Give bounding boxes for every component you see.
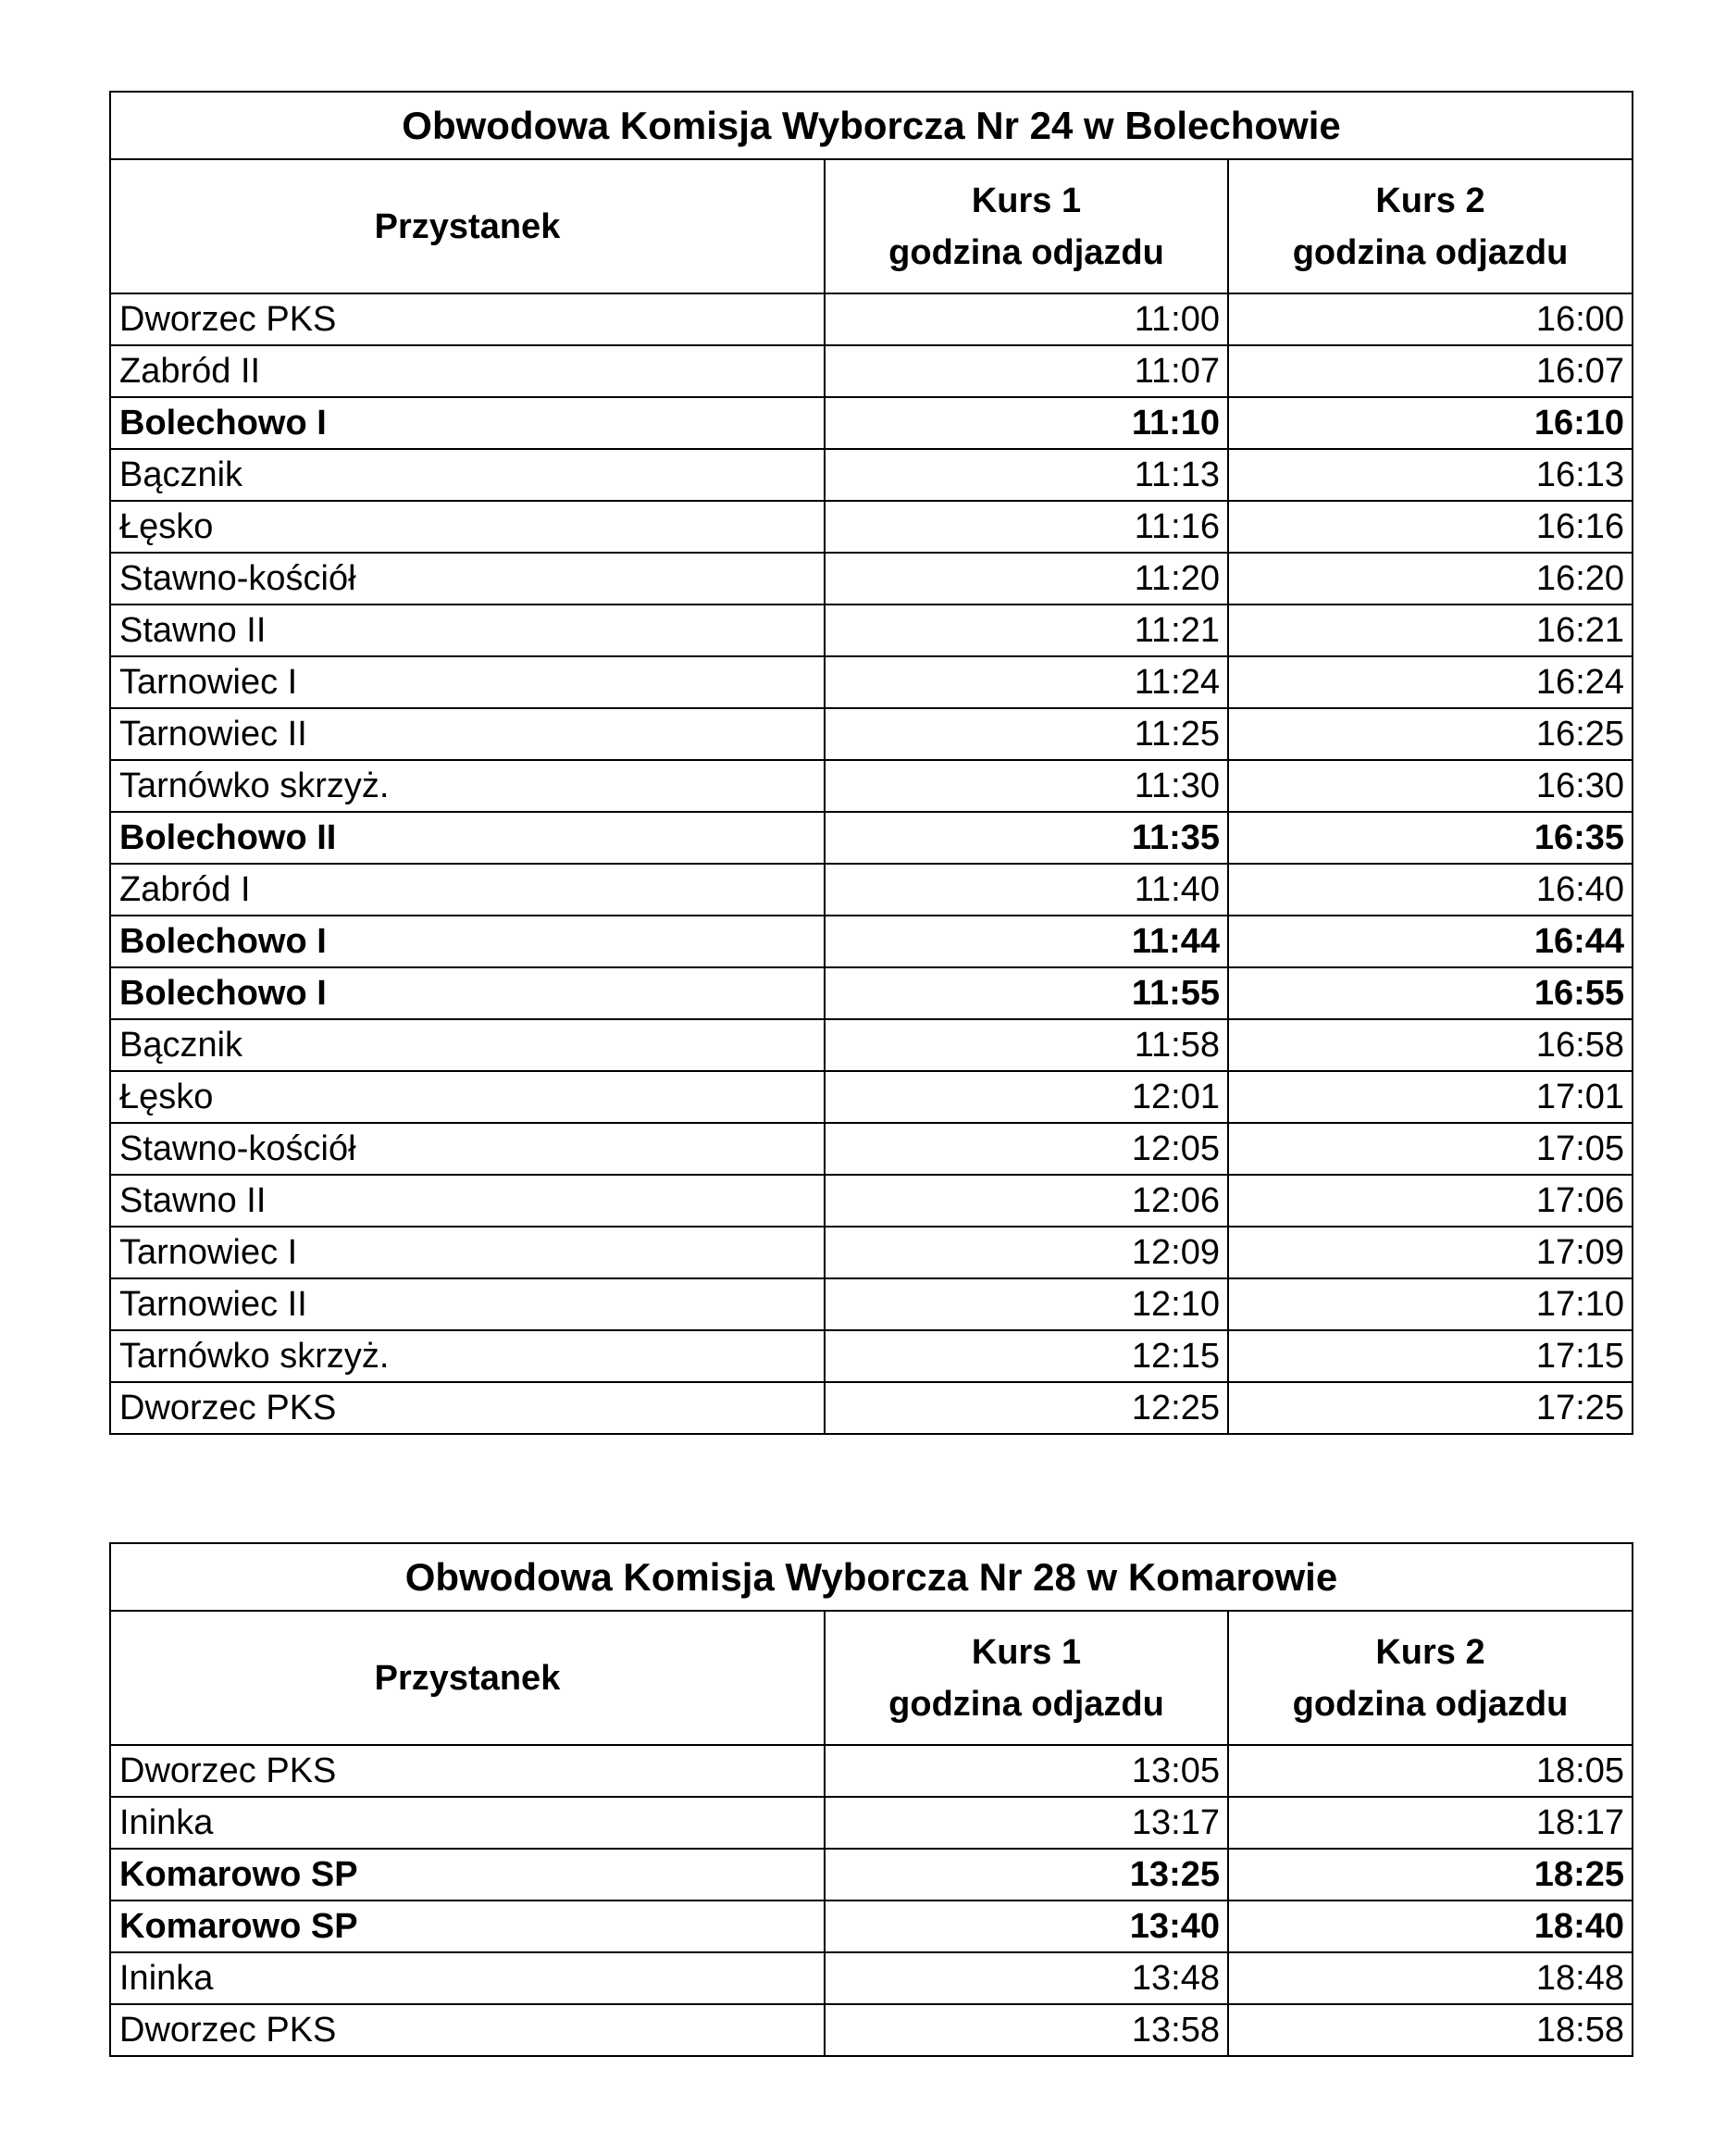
kurs-2-time-cell: 16:35 xyxy=(1228,812,1633,864)
table-row xyxy=(110,397,1633,449)
kurs-2-time-cell: 16:07 xyxy=(1228,345,1633,397)
column-header-kurs-1-name: Kurs 1 xyxy=(971,1632,1082,1672)
kurs-2-time-cell: 16:55 xyxy=(1228,967,1633,1019)
stop-cell: Stawno II xyxy=(110,604,825,656)
kurs-2-time-cell: 18:58 xyxy=(1228,2004,1633,2056)
stop-cell: Łęsko xyxy=(110,501,825,553)
kurs-2-time-cell: 16:21 xyxy=(1228,604,1633,656)
table-row xyxy=(110,449,1633,501)
column-header-kurs-1 xyxy=(825,159,1228,293)
column-header-kurs-2-sub: godzina odjazdu xyxy=(1292,1684,1569,1724)
stop-cell: Tarnowiec I xyxy=(110,1227,825,1278)
stop-cell: Stawno-kościół xyxy=(110,1123,825,1175)
stop-cell: Tarnowiec I xyxy=(110,656,825,708)
column-header-kurs-1 xyxy=(825,1611,1228,1745)
table-row xyxy=(110,553,1633,604)
kurs-1-time-cell: 12:01 xyxy=(825,1071,1228,1123)
table-row xyxy=(110,1952,1633,2004)
table-body xyxy=(110,1745,1633,2056)
table-title: Obwodowa Komisja Wyborcza Nr 28 w Komarowie xyxy=(110,1543,1633,1611)
kurs-2-time-cell: 16:40 xyxy=(1228,864,1633,916)
kurs-2-time-cell: 18:48 xyxy=(1228,1952,1633,2004)
stop-cell: Komarowo SP xyxy=(110,1849,825,1901)
kurs-1-time-cell: 12:25 xyxy=(825,1382,1228,1434)
table-row xyxy=(110,1797,1633,1849)
kurs-1-time-cell: 12:09 xyxy=(825,1227,1228,1278)
table-row xyxy=(110,1278,1633,1330)
schedule-table-bolechowo xyxy=(109,91,1633,1435)
kurs-2-time-cell: 16:20 xyxy=(1228,553,1633,604)
kurs-2-time-cell: 16:16 xyxy=(1228,501,1633,553)
stop-cell: Tarnowiec II xyxy=(110,1278,825,1330)
kurs-2-time-cell: 17:15 xyxy=(1228,1330,1633,1382)
kurs-1-time-cell: 11:13 xyxy=(825,449,1228,501)
table-row xyxy=(110,501,1633,553)
kurs-1-time-cell: 12:06 xyxy=(825,1175,1228,1227)
stop-cell: Bolechowo I xyxy=(110,916,825,967)
table-row xyxy=(110,656,1633,708)
stop-cell: Stawno II xyxy=(110,1175,825,1227)
stop-cell: Dworzec PKS xyxy=(110,1382,825,1434)
stop-cell: Bolechowo I xyxy=(110,967,825,1019)
table-row xyxy=(110,1071,1633,1123)
table-row xyxy=(110,1330,1633,1382)
kurs-2-time-cell: 16:13 xyxy=(1228,449,1633,501)
kurs-2-time-cell: 16:24 xyxy=(1228,656,1633,708)
kurs-1-time-cell: 13:17 xyxy=(825,1797,1228,1849)
stop-cell: Tarnowiec II xyxy=(110,708,825,760)
kurs-2-time-cell: 17:01 xyxy=(1228,1071,1633,1123)
kurs-2-time-cell: 17:05 xyxy=(1228,1123,1633,1175)
kurs-1-time-cell: 11:21 xyxy=(825,604,1228,656)
column-header-kurs-2-name: Kurs 2 xyxy=(1375,1632,1485,1672)
kurs-2-time-cell: 18:25 xyxy=(1228,1849,1633,1901)
kurs-1-time-cell: 12:15 xyxy=(825,1330,1228,1382)
kurs-2-time-cell: 17:06 xyxy=(1228,1175,1633,1227)
stop-cell: Dworzec PKS xyxy=(110,293,825,345)
kurs-2-time-cell: 18:40 xyxy=(1228,1901,1633,1952)
kurs-1-time-cell: 11:20 xyxy=(825,553,1228,604)
stop-cell: Tarnówko skrzyż. xyxy=(110,1330,825,1382)
stop-cell: Łęsko xyxy=(110,1071,825,1123)
table-row xyxy=(110,1019,1633,1071)
table-row xyxy=(110,708,1633,760)
stop-cell: Stawno-kościół xyxy=(110,553,825,604)
table-row xyxy=(110,812,1633,864)
kurs-1-time-cell: 11:25 xyxy=(825,708,1228,760)
stop-cell: Komarowo SP xyxy=(110,1901,825,1952)
kurs-1-time-cell: 12:05 xyxy=(825,1123,1228,1175)
table-row xyxy=(110,1849,1633,1901)
stop-cell: Dworzec PKS xyxy=(110,1745,825,1797)
column-header-kurs-2-name: Kurs 2 xyxy=(1375,181,1485,220)
kurs-1-time-cell: 11:58 xyxy=(825,1019,1228,1071)
table-row xyxy=(110,1123,1633,1175)
kurs-2-time-cell: 16:30 xyxy=(1228,760,1633,812)
column-header-stop: Przystanek xyxy=(110,1611,825,1745)
kurs-1-time-cell: 13:48 xyxy=(825,1952,1228,2004)
column-header-kurs-1-name: Kurs 1 xyxy=(971,181,1082,220)
stop-cell: Bącznik xyxy=(110,449,825,501)
kurs-2-time-cell: 17:09 xyxy=(1228,1227,1633,1278)
kurs-2-time-cell: 16:00 xyxy=(1228,293,1633,345)
kurs-2-time-cell: 17:25 xyxy=(1228,1382,1633,1434)
kurs-1-time-cell: 13:05 xyxy=(825,1745,1228,1797)
stop-cell: Dworzec PKS xyxy=(110,2004,825,2056)
kurs-2-time-cell: 16:25 xyxy=(1228,708,1633,760)
table-row xyxy=(110,1382,1633,1434)
kurs-1-time-cell: 11:55 xyxy=(825,967,1228,1019)
stop-cell: Zabród II xyxy=(110,345,825,397)
kurs-2-time-cell: 16:10 xyxy=(1228,397,1633,449)
stop-cell: Ininka xyxy=(110,1797,825,1849)
kurs-1-time-cell: 11:16 xyxy=(825,501,1228,553)
column-header-kurs-2-sub: godzina odjazdu xyxy=(1292,232,1569,272)
table-body xyxy=(110,293,1633,1434)
schedule-table-komarowo xyxy=(109,1542,1633,2057)
table-row xyxy=(110,1901,1633,1952)
table-row xyxy=(110,1745,1633,1797)
kurs-2-time-cell: 16:44 xyxy=(1228,916,1633,967)
table-row xyxy=(110,2004,1633,2056)
kurs-1-time-cell: 11:00 xyxy=(825,293,1228,345)
table-title: Obwodowa Komisja Wyborcza Nr 24 w Bolechowie xyxy=(110,92,1633,159)
stop-cell: Zabród I xyxy=(110,864,825,916)
column-header-kurs-2 xyxy=(1228,159,1633,293)
kurs-1-time-cell: 13:58 xyxy=(825,2004,1228,2056)
kurs-1-time-cell: 13:40 xyxy=(825,1901,1228,1952)
kurs-2-time-cell: 18:17 xyxy=(1228,1797,1633,1849)
kurs-1-time-cell: 11:10 xyxy=(825,397,1228,449)
table-row xyxy=(110,604,1633,656)
table-row xyxy=(110,864,1633,916)
kurs-1-time-cell: 11:24 xyxy=(825,656,1228,708)
table-row xyxy=(110,967,1633,1019)
table-row xyxy=(110,293,1633,345)
stop-cell: Ininka xyxy=(110,1952,825,2004)
column-header-kurs-2 xyxy=(1228,1611,1633,1745)
table-row xyxy=(110,345,1633,397)
column-header-kurs-1-sub: godzina odjazdu xyxy=(888,232,1164,272)
kurs-2-time-cell: 16:58 xyxy=(1228,1019,1633,1071)
kurs-2-time-cell: 18:05 xyxy=(1228,1745,1633,1797)
stop-cell: Tarnówko skrzyż. xyxy=(110,760,825,812)
stop-cell: Bolechowo I xyxy=(110,397,825,449)
kurs-1-time-cell: 11:40 xyxy=(825,864,1228,916)
table-row xyxy=(110,1175,1633,1227)
kurs-1-time-cell: 13:25 xyxy=(825,1849,1228,1901)
table-row xyxy=(110,760,1633,812)
table-row xyxy=(110,916,1633,967)
stop-cell: Bolechowo II xyxy=(110,812,825,864)
kurs-2-time-cell: 17:10 xyxy=(1228,1278,1633,1330)
column-header-kurs-1-sub: godzina odjazdu xyxy=(888,1684,1164,1724)
kurs-1-time-cell: 11:07 xyxy=(825,345,1228,397)
stop-cell: Bącznik xyxy=(110,1019,825,1071)
table-row xyxy=(110,1227,1633,1278)
kurs-1-time-cell: 12:10 xyxy=(825,1278,1228,1330)
column-header-stop: Przystanek xyxy=(110,159,825,293)
kurs-1-time-cell: 11:44 xyxy=(825,916,1228,967)
kurs-1-time-cell: 11:30 xyxy=(825,760,1228,812)
kurs-1-time-cell: 11:35 xyxy=(825,812,1228,864)
